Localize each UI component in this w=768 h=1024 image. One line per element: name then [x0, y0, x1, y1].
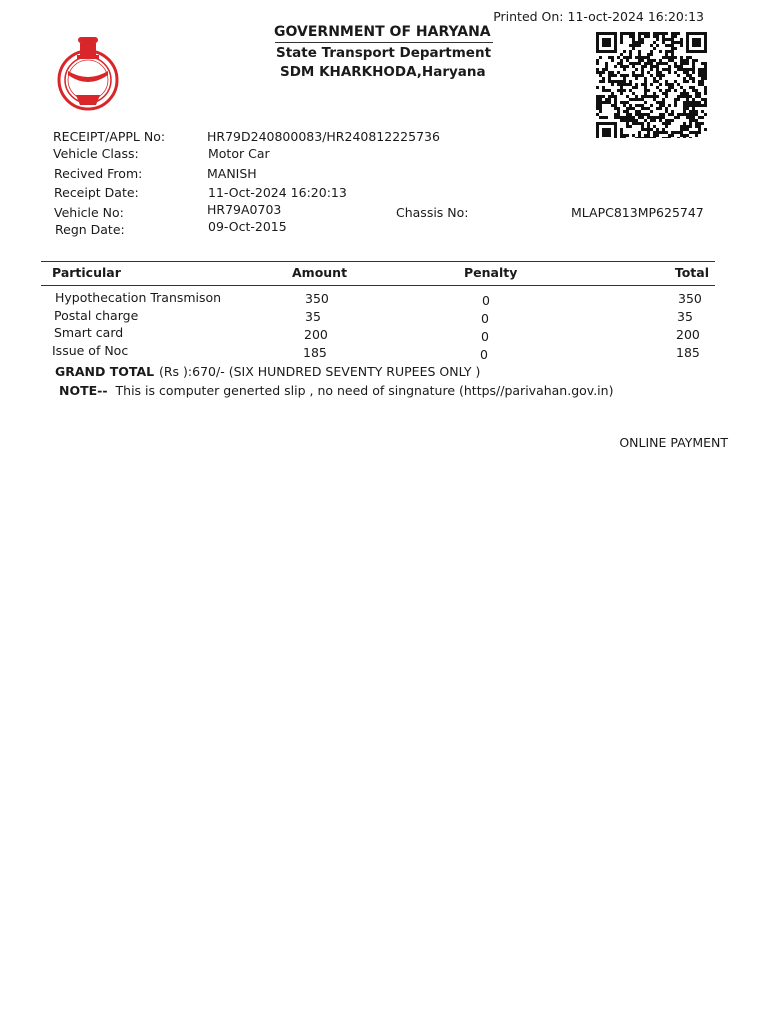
vehicle-class-label: Vehicle Class:	[53, 146, 139, 161]
vehicle-no-label: Vehicle No:	[54, 205, 124, 220]
receipt-value: HR79D240800083/HR240812225736	[207, 129, 440, 144]
table-header-rule	[41, 285, 715, 286]
penalty-cell: 0	[482, 293, 490, 308]
particular-cell: Hypothecation Transmison	[55, 290, 222, 305]
amount-cell: 185	[303, 345, 327, 360]
printed-on: Printed On: 11-oct-2024 16:20:13	[493, 9, 704, 24]
particular-cell: Postal charge	[54, 308, 139, 323]
amount-cell: 35	[305, 309, 321, 324]
vehicle-class-value: Motor Car	[208, 146, 270, 161]
table-top-rule	[41, 261, 715, 262]
regn-date-value: 09-Oct-2015	[208, 219, 287, 234]
government-title: GOVERNMENT OF HARYANA	[274, 24, 491, 40]
col-header-total: Total	[674, 265, 709, 280]
particular-cell: Smart card	[54, 325, 124, 340]
amount-cell: 200	[304, 327, 328, 342]
title-underline	[275, 42, 493, 43]
payment-mode: ONLINE PAYMENT	[619, 435, 728, 450]
receipt-date-value: 11-Oct-2024 16:20:13	[208, 185, 347, 200]
receipt-date-label: Receipt Date:	[54, 185, 139, 200]
qr-code-icon	[596, 32, 708, 138]
penalty-cell: 0	[481, 329, 489, 344]
amount-cell: 350	[305, 291, 329, 306]
total-cell: 185	[676, 345, 700, 360]
note-line	[59, 383, 613, 398]
col-header-amount: Amount	[292, 265, 348, 280]
grand-total-value: (Rs ):670/- (SIX HUNDRED SEVENTY RUPEES ONLY )	[159, 364, 481, 379]
haryana-emblem-icon	[56, 33, 120, 115]
chassis-value: MLAPC813MP625747	[571, 205, 704, 220]
total-cell: 350	[678, 291, 702, 306]
col-header-penalty: Penalty	[464, 265, 518, 280]
penalty-cell: 0	[481, 311, 489, 326]
grand-total-label: GRAND TOTAL	[55, 364, 155, 379]
vehicle-no-value: HR79A0703	[207, 202, 282, 217]
regn-date-label: Regn Date:	[55, 222, 125, 237]
col-header-particular: Particular	[52, 265, 121, 280]
penalty-cell: 0	[480, 347, 488, 362]
receipt-label: RECEIPT/APPL No:	[53, 129, 166, 144]
note-text: This is computer generted slip , no need of singnature (https//parivahan.gov.in)	[115, 383, 614, 398]
particular-cell: Issue of Noc	[52, 343, 129, 358]
department-title: State Transport Department	[276, 45, 492, 61]
total-cell: 200	[676, 327, 700, 342]
received-from-label: Recived From:	[54, 166, 143, 181]
chassis-label: Chassis No:	[396, 205, 469, 220]
office-title: SDM KHARKHODA,Haryana	[280, 64, 486, 80]
received-from-value: MANISH	[207, 166, 257, 181]
note-label: NOTE--	[59, 383, 108, 398]
total-cell: 35	[677, 309, 693, 324]
